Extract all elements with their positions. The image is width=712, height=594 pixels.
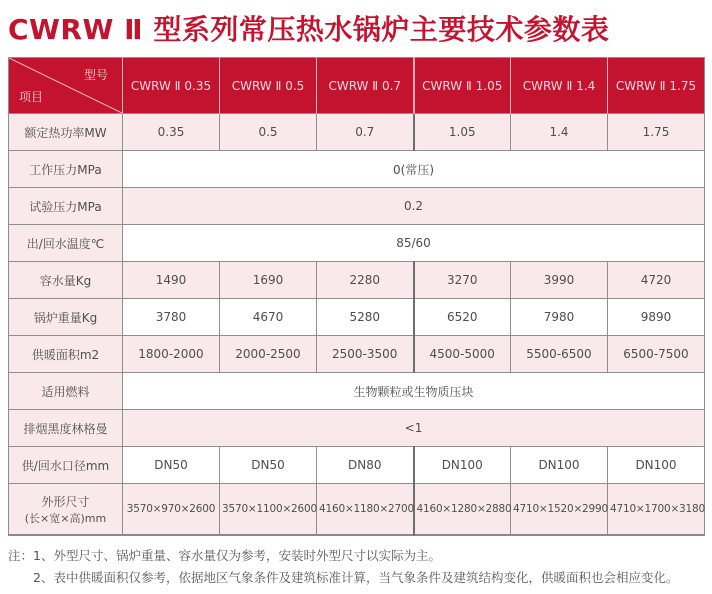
table-row (9, 336, 705, 373)
note-line-1 (8, 545, 678, 567)
row-label-line1: 外形尺寸 (41, 494, 90, 509)
value-cell: 7980 (511, 299, 608, 336)
row-label: 锅炉重量Kg (9, 299, 123, 336)
value-cell: 6520 (414, 299, 511, 336)
value-cell: 4710×1700×3180 (608, 484, 705, 536)
column-header: CWRW Ⅱ 1.75 (608, 58, 705, 114)
note-prefix: 注： (8, 548, 34, 563)
value-cell: DN100 (511, 447, 608, 484)
value-cell: 1.05 (414, 114, 511, 151)
table-row (9, 114, 705, 151)
column-header: CWRW Ⅱ 1.05 (414, 58, 511, 114)
note-text-1: 1、外型尺寸、锅炉重量、容水量仅为参考，安装时外型尺寸以实际为主。 (33, 548, 441, 563)
span-cell: 0(常压) (123, 151, 705, 188)
value-cell: DN80 (317, 447, 414, 484)
table-row (9, 299, 705, 336)
row-label: 试验压力MPa (9, 188, 123, 225)
table-row (9, 262, 705, 299)
note-line-2 (8, 567, 678, 589)
value-cell: 2000-2500 (220, 336, 317, 373)
column-header: CWRW Ⅱ 0.5 (220, 58, 317, 114)
value-cell: DN50 (123, 447, 220, 484)
note-text-2: 2、表中供暖面积仅参考，依据地区气象条件及建筑标准计算，当气象条件及建筑结构变化，供暖面积也会相应变化。 (33, 570, 679, 585)
table-row (9, 151, 705, 188)
value-cell: 5280 (317, 299, 414, 336)
corner-diagonal (9, 58, 122, 113)
column-header: CWRW Ⅱ 0.7 (317, 58, 414, 114)
value-cell: 1490 (123, 262, 220, 299)
value-cell: 3990 (511, 262, 608, 299)
row-label: 供暖面积m2 (9, 336, 123, 373)
value-cell: 4160×1280×2880 (414, 484, 511, 536)
table-row (9, 188, 705, 225)
value-cell: 1.4 (511, 114, 608, 151)
value-cell: 2280 (317, 262, 414, 299)
value-cell: 3570×970×2600 (123, 484, 220, 536)
value-cell: 2500-3500 (317, 336, 414, 373)
notes (8, 545, 678, 589)
value-cell: DN100 (608, 447, 705, 484)
table-header (9, 58, 705, 114)
value-cell: 1690 (220, 262, 317, 299)
column-header: CWRW Ⅱ 0.35 (123, 58, 220, 114)
value-cell: 9890 (608, 299, 705, 336)
corner-cell (9, 58, 123, 114)
value-cell: DN100 (414, 447, 511, 484)
row-label: 工作压力MPa (9, 151, 123, 188)
value-cell: 5500-6500 (511, 336, 608, 373)
corner-item-label: 项目 (19, 90, 44, 104)
row-label: 出/回水温度℃ (9, 225, 123, 262)
value-cell: 3780 (123, 299, 220, 336)
row-label: 容水量Kg (9, 262, 123, 299)
corner-model-label: 型号 (83, 68, 108, 82)
table-row (9, 373, 705, 410)
table-body (9, 114, 705, 536)
row-label: 额定热功率MW (9, 114, 123, 151)
span-cell: <1 (123, 410, 705, 447)
value-cell: 4720 (608, 262, 705, 299)
span-cell: 0.2 (123, 188, 705, 225)
value-cell: 3570×1100×2600 (220, 484, 317, 536)
value-cell: 0.5 (220, 114, 317, 151)
column-header: CWRW Ⅱ 1.4 (511, 58, 608, 114)
row-label-line2: (长×宽×高)mm (24, 511, 107, 525)
row-label: 排烟黑度林格曼 (9, 410, 123, 447)
span-cell: 85/60 (123, 225, 705, 262)
spec-table (8, 57, 705, 536)
row-label: 供/回水口径mm (9, 447, 123, 484)
table-row (9, 225, 705, 262)
value-cell: 4500-5000 (414, 336, 511, 373)
page-title: CWRW Ⅱ 型系列常压热水锅炉主要技术参数表 (8, 13, 610, 46)
value-cell: DN50 (220, 447, 317, 484)
value-cell: 0.7 (317, 114, 414, 151)
value-cell: 4670 (220, 299, 317, 336)
value-cell: 0.35 (123, 114, 220, 151)
value-cell: 1.75 (608, 114, 705, 151)
table-row (9, 447, 705, 484)
table-row (9, 484, 705, 536)
value-cell: 1800-2000 (123, 336, 220, 373)
table-row (9, 410, 705, 447)
row-label: 适用燃料 (9, 373, 123, 410)
value-cell: 4710×1520×2990 (511, 484, 608, 536)
value-cell: 6500-7500 (608, 336, 705, 373)
value-cell: 3270 (414, 262, 511, 299)
span-cell: 生物颗粒或生物质压块 (123, 373, 705, 410)
value-cell: 4160×1180×2700 (317, 484, 414, 536)
row-label (9, 484, 123, 536)
